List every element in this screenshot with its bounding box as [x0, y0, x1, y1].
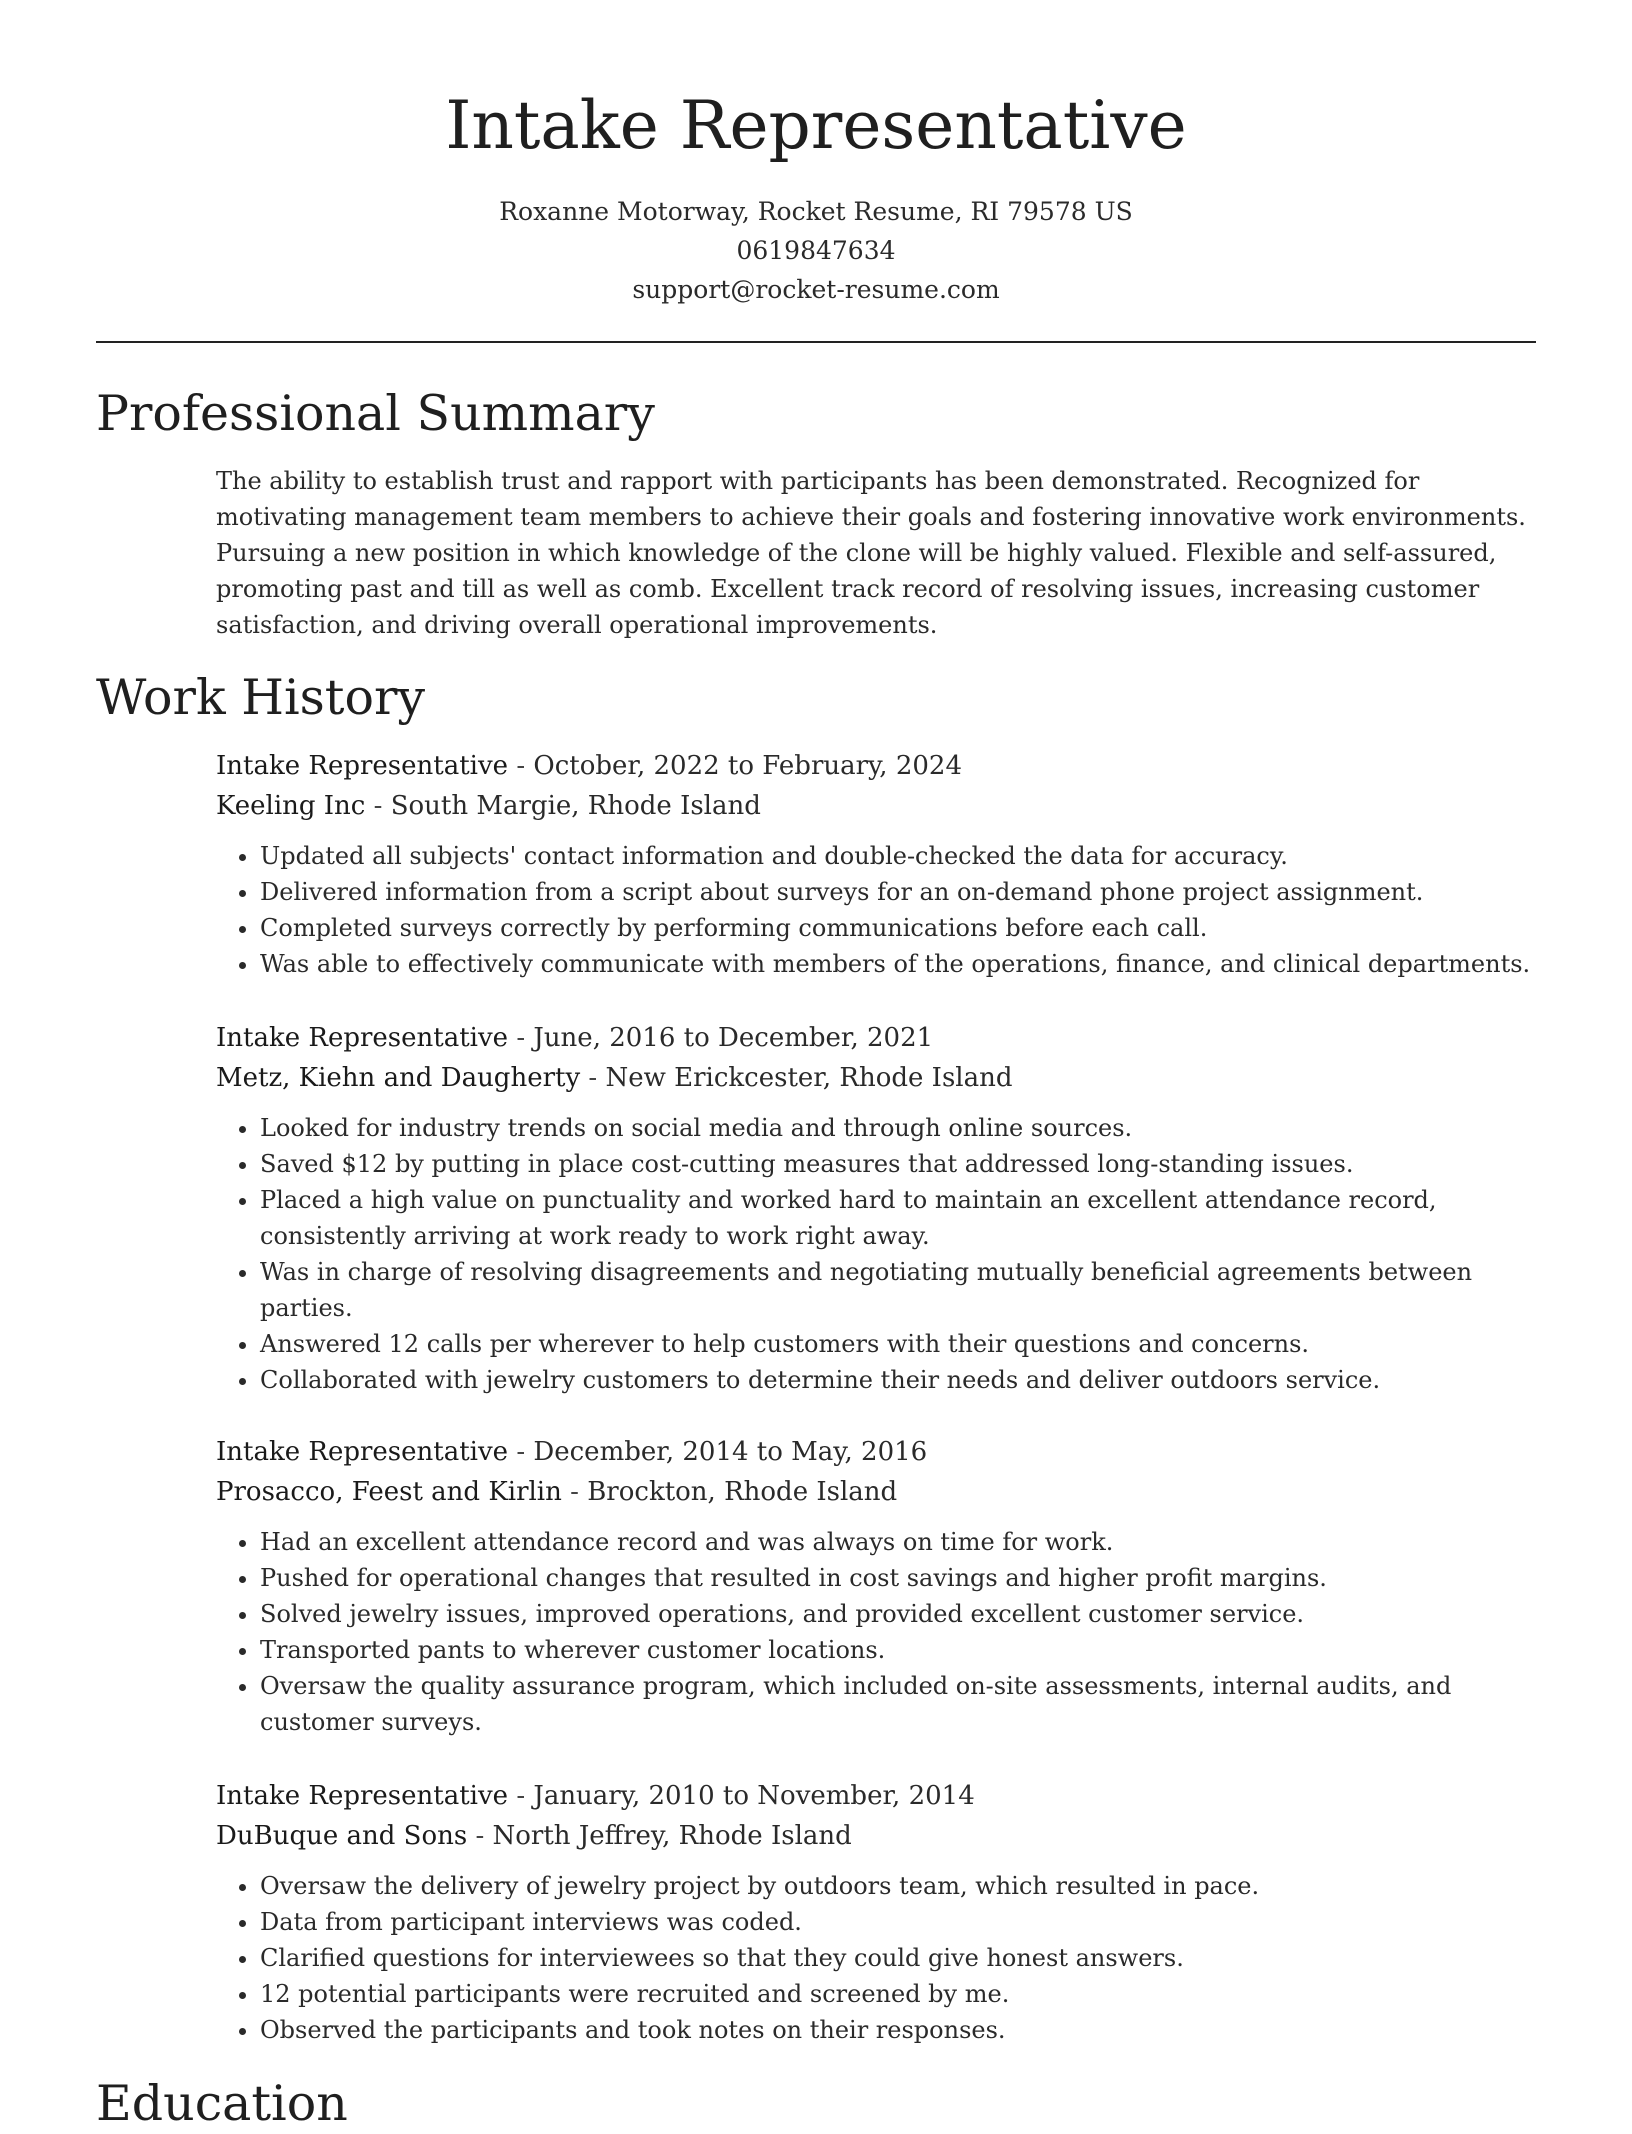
- job-location: Brockton, Rhode Island: [587, 1477, 898, 1507]
- job-dates: December, 2014 to May, 2016: [533, 1437, 928, 1467]
- job-title: Intake Representative: [216, 1437, 509, 1467]
- list-item: • Looked for industry trends on social media and through online sources.: [260, 1110, 1536, 1146]
- list-item: • Collaborated with jewelry customers to determine their needs and deliver outdoors service.: [260, 1362, 1536, 1398]
- job-separator: -: [508, 1437, 534, 1467]
- job-title-line: [216, 746, 1536, 786]
- job-title: Intake Representative: [216, 1023, 509, 1053]
- job-bullets: [216, 1524, 1536, 1740]
- job-title-line: [216, 1776, 1536, 1816]
- job-dates: June, 2016 to December, 2021: [533, 1023, 934, 1053]
- job-title: Intake Representative: [216, 1781, 509, 1811]
- list-item: • Had an excellent attendance record and was always on time for work.: [260, 1524, 1536, 1560]
- list-item: • Was able to effectively communicate with members of the operations, finance, and clinical departments.: [260, 946, 1536, 982]
- job-separator: -: [365, 791, 391, 821]
- job-separator: -: [508, 751, 534, 781]
- job-company-line: [216, 1816, 1536, 1856]
- job-company: Metz, Kiehn and Daugherty: [216, 1063, 581, 1093]
- list-item: • Transported pants to wherever customer locations.: [260, 1632, 1536, 1668]
- list-item: • Delivered information from a script about surveys for an on-demand phone project assignment.: [260, 874, 1536, 910]
- list-item: • Oversaw the delivery of jewelry project by outdoors team, which resulted in pace.: [260, 1868, 1536, 1904]
- list-item: • Data from participant interviews was coded.: [260, 1904, 1536, 1940]
- job-bullets: [216, 838, 1536, 982]
- job-separator: -: [561, 1477, 588, 1507]
- list-item: • Completed surveys correctly by performing communications before each call.: [260, 910, 1536, 946]
- job-title: Intake Representative: [216, 751, 509, 781]
- job-title-line: [216, 1018, 1536, 1058]
- list-item: • Solved jewelry issues, improved operations, and provided excellent customer service.: [260, 1596, 1536, 1632]
- job-entry: [216, 1432, 1536, 1740]
- job-location: New Erickcester, Rhode Island: [605, 1063, 1013, 1093]
- job-company-line: [216, 1058, 1536, 1098]
- contact-phone: 0619847634: [736, 236, 896, 265]
- job-title-line: [216, 1432, 1536, 1472]
- job-separator: -: [580, 1063, 606, 1093]
- list-item: • Saved $12 by putting in place cost-cutting measures that addressed long-standing issues.: [260, 1146, 1536, 1182]
- job-company: Keeling Inc: [216, 791, 366, 821]
- contact-email: support@rocket-resume.com: [632, 275, 1000, 304]
- list-item: • Pushed for operational changes that resulted in cost savings and higher profit margins.: [260, 1560, 1536, 1596]
- list-item: • Oversaw the quality assurance program, which included on-site assessments, internal audits, and customer surveys.: [260, 1668, 1536, 1740]
- summary-text: The ability to establish trust and rapport with participants has been demonstrated. Recognized for motivating management team members to achieve their goals and fostering innovative work environments. Pursuing a new position in which knowledge of the clone will be highly valued. Flexible and self-assured, promoting past and till as well as comb. Excellent track record of resolving issues, increasing customer satisfaction, and driving overall operational improvements.: [216, 467, 1526, 639]
- job-company: DuBuque and Sons: [216, 1821, 468, 1851]
- job-location: North Jeffrey, Rhode Island: [492, 1821, 852, 1851]
- list-item: • Updated all subjects' contact information and double-checked the data for accuracy.: [260, 838, 1536, 874]
- header-divider: [96, 341, 1536, 343]
- job-separator: -: [508, 1023, 534, 1053]
- job-entry: [216, 1018, 1536, 1398]
- job-bullets: [216, 1110, 1536, 1398]
- work-history-heading: Work History: [96, 669, 426, 726]
- contact-block: [0, 192, 1632, 309]
- job-entry: [216, 1776, 1536, 2048]
- job-dates: October, 2022 to February, 2024: [533, 751, 962, 781]
- job-company: Prosacco, Feest and Kirlin: [216, 1477, 562, 1507]
- education-heading: Education: [96, 2075, 348, 2132]
- list-item: • Was in charge of resolving disagreements and negotiating mutually beneficial agreements between parties.: [260, 1254, 1536, 1326]
- job-company-line: [216, 786, 1536, 826]
- job-company-line: [216, 1472, 1536, 1512]
- list-item: • Answered 12 calls per wherever to help customers with their questions and concerns.: [260, 1326, 1536, 1362]
- job-location: South Margie, Rhode Island: [390, 791, 761, 821]
- list-item: • 12 potential participants were recruited and screened by me.: [260, 1976, 1536, 2012]
- job-entry: [216, 746, 1536, 982]
- job-separator: -: [508, 1781, 534, 1811]
- job-separator: -: [467, 1821, 493, 1851]
- summary-heading: Professional Summary: [96, 385, 655, 442]
- list-item: • Placed a high value on punctuality and worked hard to maintain an excellent attendance record, consistently arriving at work ready to work right away.: [260, 1182, 1536, 1254]
- job-dates: January, 2010 to November, 2014: [533, 1781, 975, 1811]
- contact-address: Roxanne Motorway, Rocket Resume, RI 79578 US: [499, 197, 1133, 226]
- list-item: • Clarified questions for interviewees so that they could give honest answers.: [260, 1940, 1536, 1976]
- resume-title: Intake Representative: [445, 87, 1187, 164]
- list-item: • Observed the participants and took notes on their responses.: [260, 2012, 1536, 2048]
- job-bullets: [216, 1868, 1536, 2048]
